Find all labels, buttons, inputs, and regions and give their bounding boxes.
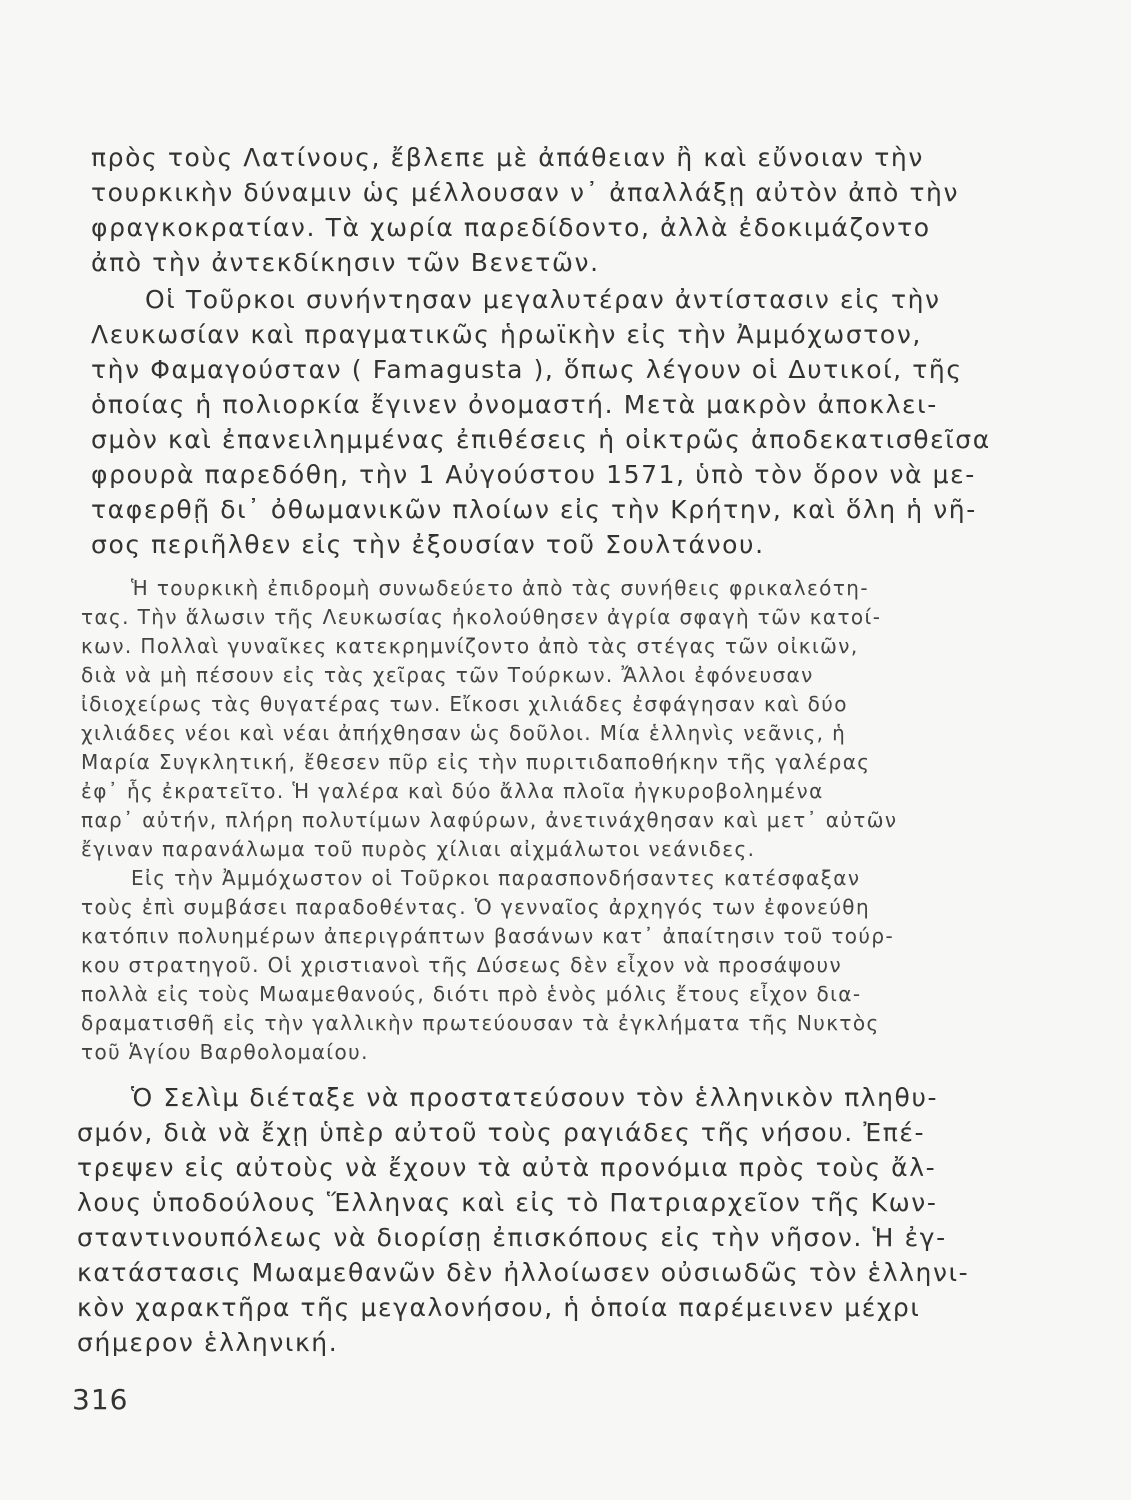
text-line: σος περιῆλθεν εἰς τὴν ἐξουσίαν τοῦ Σουλτάνου.: [91, 530, 765, 559]
text-line: τουρκικὴν δύναμιν ὡς μέλλουσαν ν᾽ ἀπαλλάξῃ αὐτὸν ἀπὸ τὴν: [91, 178, 960, 207]
note-line: τοῦ Ἁγίου Βαρθολομαίου.: [81, 1040, 369, 1064]
text-line: λους ὑποδούλους Ἕλληνας καὶ εἰς τὸ Πατριαρχεῖον τῆς Κων-: [77, 1188, 938, 1217]
text-line: κατάστασις Μωαμεθανῶν δὲν ἠλλοίωσεν οὐσιωδῶς τὸν ἑλληνι-: [77, 1258, 970, 1287]
note-line: Εἰς τὴν Ἀμμόχωστον οἱ Τοῦρκοι παρασπονδήσαντες κατέσφαξαν: [131, 866, 861, 890]
text-line: ταφερθῇ δι᾽ ὀθωμανικῶν πλοίων εἰς τὴν Κρήτην, καὶ ὅλη ἡ νῆ-: [91, 495, 977, 524]
text-line: κὸν χαρακτῆρα τῆς μεγαλονήσου, ἡ ὁποία παρέμεινεν μέχρι: [77, 1293, 921, 1322]
note-line: ἐφ᾽ ἧς ἐκρατεῖτο. Ἡ γαλέρα καὶ δύο ἄλλα πλοῖα ἠγκυροβολημένα: [81, 779, 824, 803]
note-line: κων. Πολλαὶ γυναῖκες κατεκρημνίζοντο ἀπὸ τὰς στέγας τῶν οἰκιῶν,: [81, 634, 859, 658]
note-line: Μαρία Συγκλητική, ἔθεσεν πῦρ εἰς τὴν πυριτιδαποθήκην τῆς γαλέρας: [81, 750, 871, 774]
page-number: 316: [72, 1383, 129, 1416]
note-line: κατόπιν πολυημέρων ἀπεριγράπτων βασάνων κατ᾽ ἀπαίτησιν τοῦ τούρ-: [81, 924, 895, 948]
text-line: σμόν, διὰ νὰ ἔχῃ ὑπὲρ αὐτοῦ τοὺς ραγιάδες τῆς νήσου. Ἐπέ-: [77, 1118, 926, 1147]
text-line: σμὸν καὶ ἐπανειλημμένας ἐπιθέσεις ἡ οἰκτρῶς ἀποδεκατισθεῖσα: [91, 425, 991, 454]
note-line: ἰδιοχείρως τὰς θυγατέρας των. Εἴκοσι χιλιάδες ἐσφάγησαν καὶ δύο: [81, 692, 848, 716]
text-line: πρὸς τοὺς Λατίνους, ἔβλεπε μὲ ἀπάθειαν ἢ καὶ εὔνοιαν τὴν: [91, 143, 924, 172]
text-line: Ὁ Σελὶμ διέταξε νὰ προστατεύσουν τὸν ἑλληνικὸν πληθυ-: [131, 1083, 939, 1112]
text-line: τρεψεν εἰς αὐτοὺς νὰ ἔχουν τὰ αὐτὰ προνόμια πρὸς τοὺς ἄλ-: [77, 1153, 937, 1182]
text-line: σταντινουπόλεως νὰ διορίσῃ ἐπισκόπους εἰς τὴν νῆσον. Ἡ ἐγ-: [77, 1223, 947, 1252]
text-line: Λευκωσίαν καὶ πραγματικῶς ἡρωϊκὴν εἰς τὴν Ἀμμόχωστον,: [91, 320, 922, 349]
text-line: φρουρὰ παρεδόθη, τὴν 1 Αὐγούστου 1571, ὑπὸ τὸν ὅρον νὰ με-: [91, 460, 976, 489]
note-line: χιλιάδες νέοι καὶ νέαι ἀπήχθησαν ὡς δοῦλοι. Μία ἑλληνὶς νεᾶνις, ἡ: [81, 721, 847, 745]
note-line: τας. Τὴν ἅλωσιν τῆς Λευκωσίας ἠκολούθησεν ἀγρία σφαγὴ τῶν κατοί-: [81, 605, 882, 629]
note-line: δραματισθῆ εἰς τὴν γαλλικὴν πρωτεύουσαν τὰ ἐγκλήματα τῆς Νυκτὸς: [81, 1011, 880, 1035]
note-line: πολλὰ εἰς τοὺς Μωαμεθανούς, διότι πρὸ ἑνὸς μόλις ἔτους εἶχον δια-: [81, 982, 862, 1006]
note-line: διὰ νὰ μὴ πέσουν εἰς τὰς χεῖρας τῶν Τούρκων. Ἄλλοι ἐφόνευσαν: [81, 663, 814, 687]
note-line: παρ᾽ αὐτήν, πλήρη πολυτίμων λαφύρων, ἀνετινάχθησαν καὶ μετ᾽ αὐτῶν: [81, 808, 898, 832]
text-line: Οἱ Τοῦρκοι συνήντησαν μεγαλυτέραν ἀντίστασιν εἰς τὴν: [145, 285, 941, 314]
text-line: ἀπὸ τὴν ἀντεκδίκησιν τῶν Βενετῶν.: [91, 248, 600, 277]
note-line: τοὺς ἐπὶ συμβάσει παραδοθέντας. Ὁ γενναῖος ἀρχηγός των ἐφονεύθη: [81, 895, 871, 919]
text-line: ὁποίας ἡ πολιορκία ἔγινεν ὀνομαστή. Μετὰ μακρὸν ἀποκλει-: [91, 390, 938, 419]
text-line: φραγκοκρατίαν. Τὰ χωρία παρεδίδοντο, ἀλλὰ ἐδοκιμάζοντο: [91, 213, 931, 242]
note-line: Ἡ τουρκικὴ ἐπιδρομὴ συνωδεύετο ἀπὸ τὰς συνήθεις φρικαλεότη-: [131, 576, 869, 600]
text-line: σήμερον ἑλληνική.: [77, 1328, 339, 1357]
note-line: κου στρατηγοῦ. Οἱ χριστιανοὶ τῆς Δύσεως δὲν εἶχον νὰ προσάψουν: [81, 953, 843, 977]
text-line: τὴν Φαμαγούσταν ( Famagusta ), ὅπως λέγουν οἱ Δυτικοί, τῆς: [91, 355, 963, 384]
note-line: ἔγιναν παρανάλωμα τοῦ πυρὸς χίλιαι αἰχμάλωτοι νεάνιδες.: [81, 837, 756, 861]
